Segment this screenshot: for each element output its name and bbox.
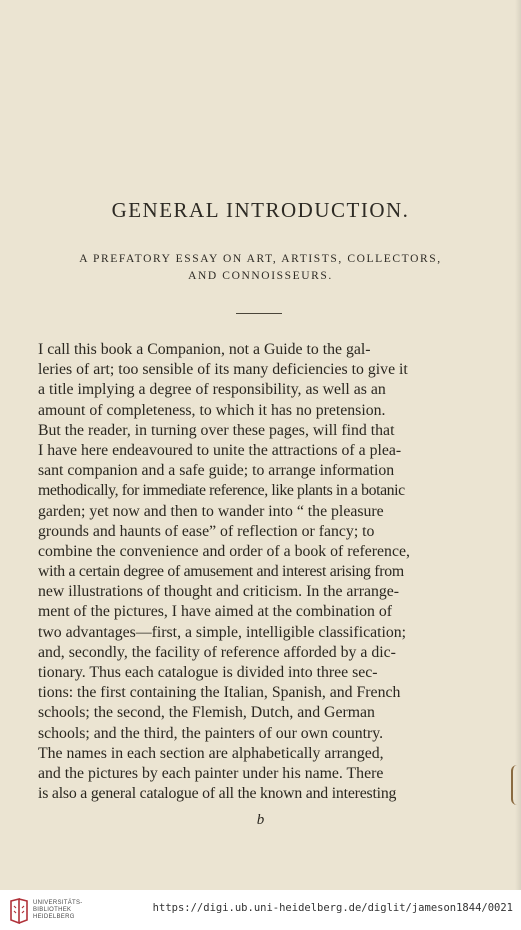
text-line: new illustrations of thought and criticism. In the arrange- [38, 583, 400, 601]
text-line: ment of the pictures, I have aimed at the combination of [38, 603, 392, 621]
text-line: is also a general catalogue of all the known and interesting [38, 785, 397, 803]
text-line: leries of art; too sensible of its many deficiencies to give it [38, 361, 408, 379]
text-line: schools; the second, the Flemish, Dutch, and German [38, 704, 375, 722]
text-line: tionary. Thus each catalogue is divided into three sec- [38, 664, 378, 681]
text-line: garden; yet now and then to wander into “ the pleasure [38, 502, 384, 520]
text-line: amount of completeness, to which it has no pretension. [38, 401, 386, 419]
subheading-line: A PREFATORY ESSAY ON ART, ARTISTS, COLLECTORS, [79, 253, 442, 265]
library-line: HEIDELBERG [33, 914, 75, 920]
body-paragraph [38, 340, 514, 804]
text-line: methodically, for immediate reference, like plants in a botanic [38, 482, 405, 500]
text-line: two advantages—first, a simple, intelligible classification; [38, 623, 407, 641]
text-line: combine the convenience and order of a book of reference, [38, 542, 410, 560]
page-edge-shadow [515, 0, 521, 890]
text-line: grounds and haunts of ease” of reflection or fancy; to [38, 522, 375, 540]
subheading [20, 251, 501, 285]
library-name [33, 900, 83, 921]
page-heading: GENERAL INTRODUCTION. [111, 198, 410, 222]
text-line: schools; and the third, the painters of our own country. [38, 724, 384, 742]
text-line: with a certain degree of amusement and interest arising from [38, 563, 404, 581]
signature-mark: b [256, 812, 265, 828]
text-line: But the reader, in turning over these pages, will find that [38, 421, 395, 439]
text-line: I have here endeavoured to unite the attractions of a plea- [38, 441, 402, 459]
viewer-footer [0, 890, 521, 930]
university-library-logo-icon [8, 898, 30, 924]
text-line: and, secondly, the facility of reference afforded by a dic- [38, 643, 396, 661]
permalink-url[interactable]: https://digi.ub.uni-heidelberg.de/diglit/jameson1844/0021 [152, 902, 513, 914]
text-line: tions: the first containing the Italian, Spanish, and French [38, 684, 401, 702]
text-line: sant companion and a safe guide; to arrange information [38, 462, 395, 480]
text-line: The names in each section are alphabetically arranged, [38, 744, 384, 762]
divider-rule [236, 313, 282, 314]
library-line: BIBLIOTHEK [33, 907, 72, 913]
page-edge-mark [511, 765, 519, 805]
text-line: a title implying a degree of responsibility, as well as an [38, 381, 386, 399]
text-line: and the pictures by each painter under his name. There [38, 764, 384, 782]
text-line: I call this book a Companion, not a Guide to the gal- [38, 341, 371, 358]
library-line: UNIVERSITÄTS- [33, 900, 83, 906]
subheading-line: AND CONNOISSEURS. [188, 270, 333, 282]
